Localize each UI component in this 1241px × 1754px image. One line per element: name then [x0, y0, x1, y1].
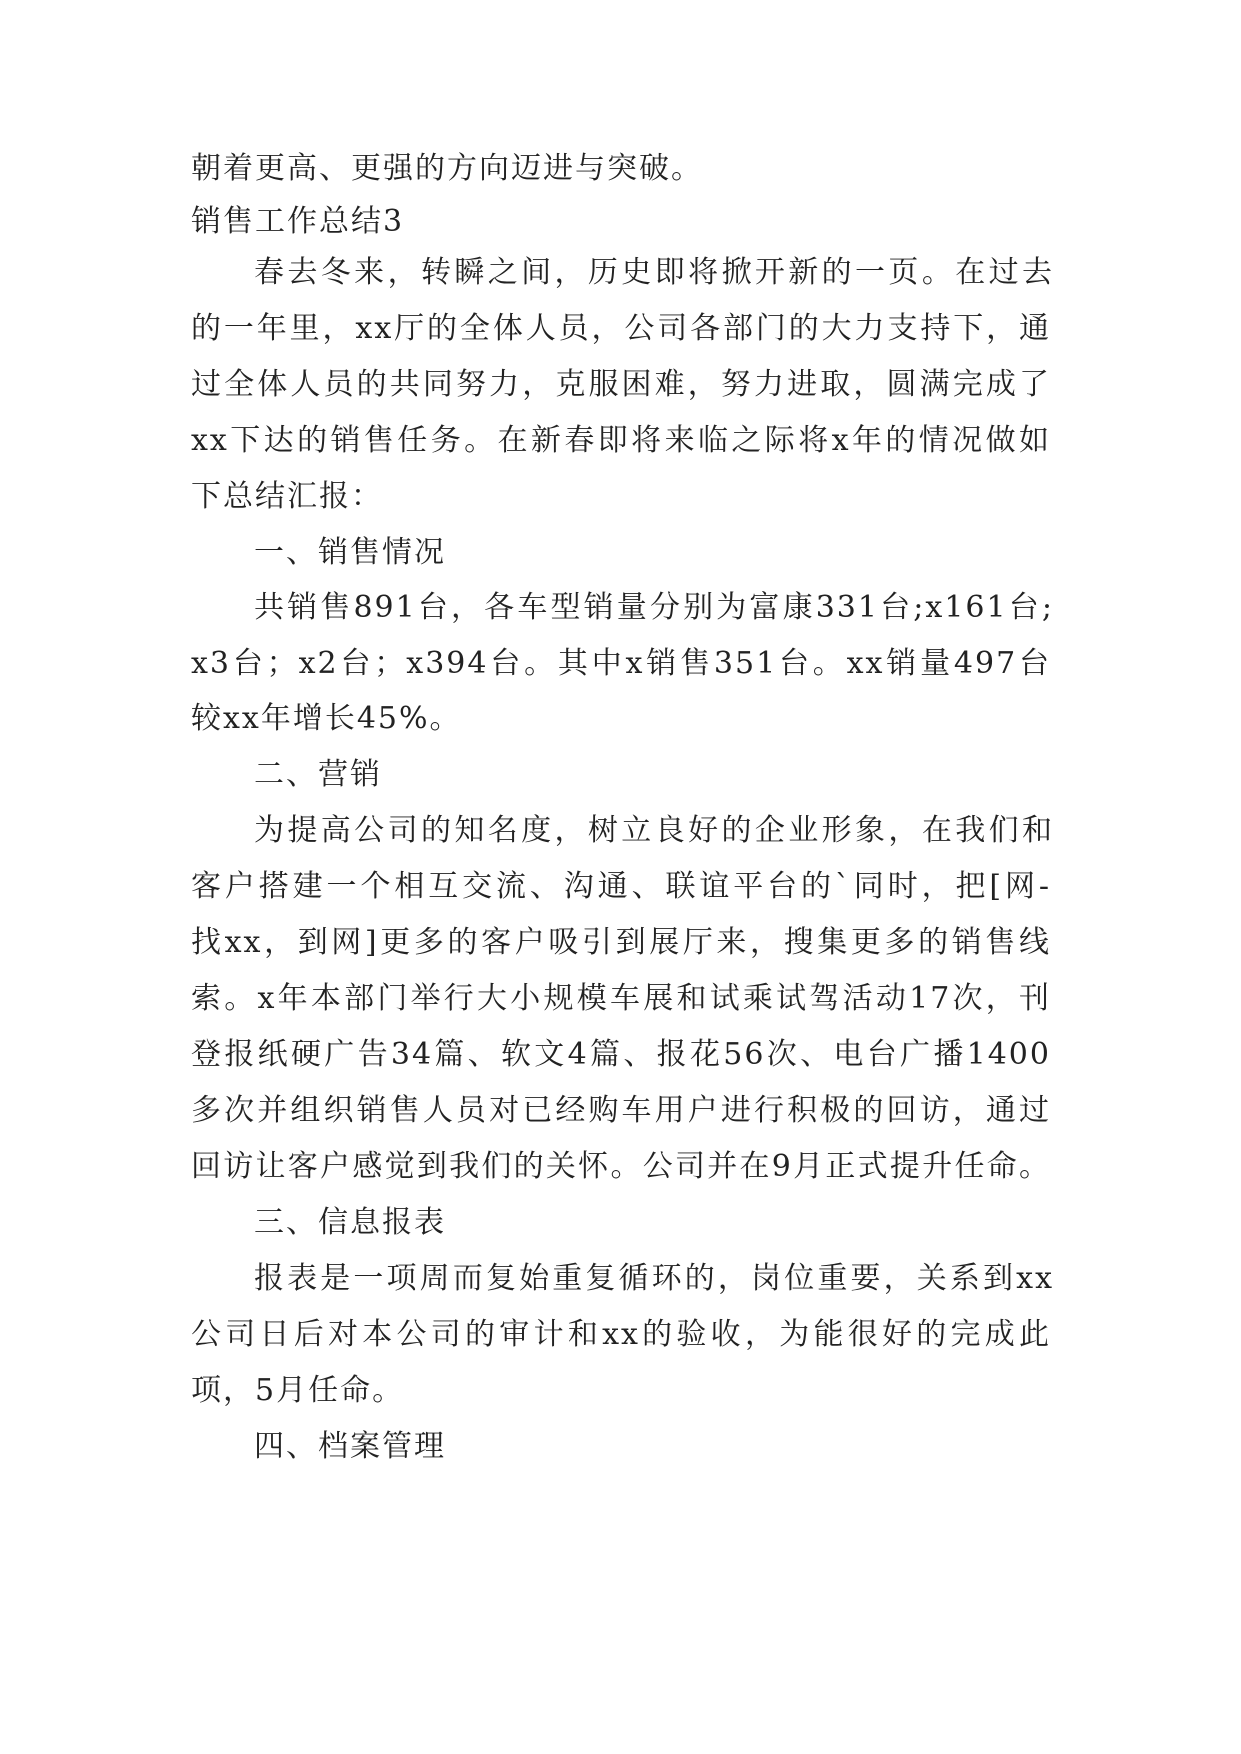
- text-line: 的一年里，xx厅的全体人员，公司各部门的大力支持下，通: [191, 311, 1051, 346]
- text-line: 下总结汇报：: [191, 479, 383, 514]
- text-line: 为提高公司的知名度，树立良好的企业形象，在我们和: [254, 813, 1054, 848]
- text-line: x3台；x2台；x394台。其中x销售351台。xx销量497台: [191, 646, 1051, 681]
- text-line: 共销售891台，各车型销量分别为富康331台;x161台;: [254, 590, 1054, 625]
- text-line: 过全体人员的共同努力，克服困难，努力进取，圆满完成了: [191, 367, 1051, 402]
- heading-info-reports: 三、信息报表: [254, 1205, 446, 1240]
- text-line: xx下达的销售任务。在新春即将来临之际将x年的情况做如: [191, 423, 1051, 458]
- text-line: 多次并组织销售人员对已经购车用户进行积极的回访，通过: [191, 1093, 1051, 1128]
- text-line: 项，5月任命。: [191, 1373, 405, 1408]
- text-line: 较xx年增长45%。: [191, 701, 462, 736]
- heading-marketing: 二、营销: [254, 757, 382, 792]
- text-line: 找xx，到网]更多的客户吸引到展厅来，搜集更多的销售线: [191, 925, 1051, 960]
- text-line: 朝着更高、更强的方向迈进与突破。: [191, 151, 703, 186]
- heading-sales-status: 一、销售情况: [254, 535, 446, 570]
- text-line: 公司日后对本公司的审计和xx的验收，为能很好的完成此: [191, 1317, 1051, 1352]
- text-line: 索。x年本部门举行大小规模车展和试乘试驾活动17次，刊: [191, 981, 1051, 1016]
- text-line: 报表是一项周而复始重复循环的，岗位重要，关系到xx: [254, 1261, 1054, 1296]
- text-line: 春去冬来，转瞬之间，历史即将掀开新的一页。在过去: [254, 255, 1054, 290]
- text-line: 回访让客户感觉到我们的关怀。公司并在9月正式提升任命。: [191, 1149, 1051, 1184]
- text-line: 登报纸硬广告34篇、软文4篇、报花56次、电台广播1400: [191, 1037, 1051, 1072]
- heading-archive-management: 四、档案管理: [254, 1429, 446, 1464]
- text-line: 客户搭建一个相互交流、沟通、联谊平台的`同时，把[网-: [191, 869, 1051, 904]
- section-title: 销售工作总结3: [191, 204, 405, 239]
